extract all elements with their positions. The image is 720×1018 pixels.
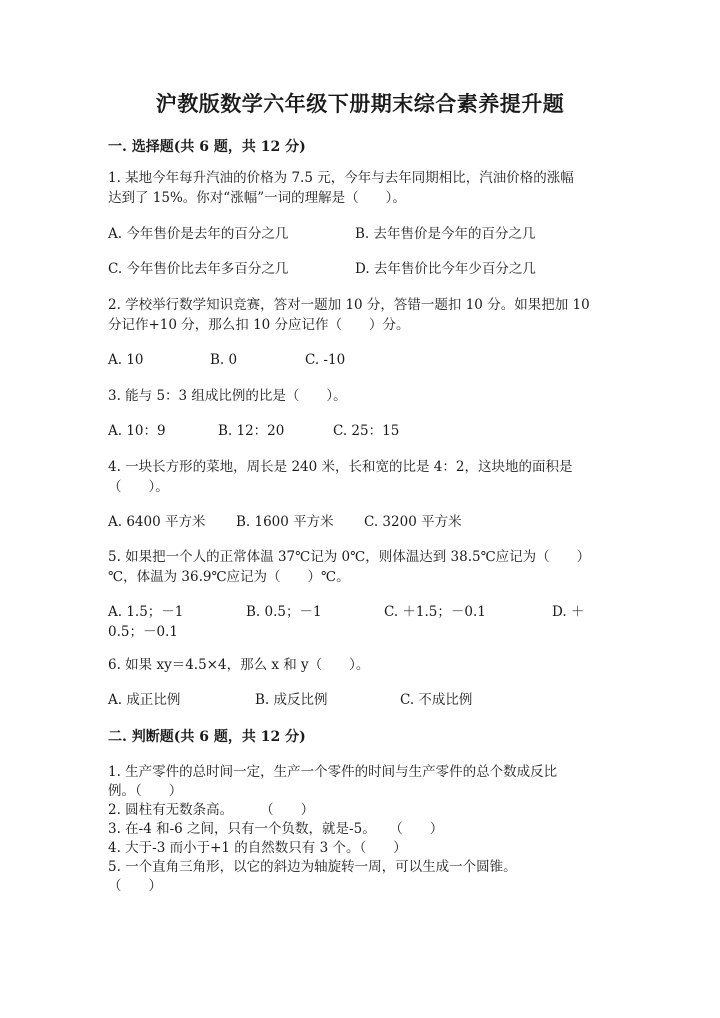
question-1-line-1: 1. 某地今年每升汽油的价格为 7.5 元，今年与去年同期相比，汽油价格的涨幅 (108, 170, 574, 186)
judge-line-1: 1. 生产零件的总时间一定，生产一个零件的时间与生产零件的总个数成反比 (108, 764, 558, 780)
question-4-line-1: 4. 一块长方形的菜地，周长是 240 米，长和宽的比是 4：2，这块地的面积是 (108, 459, 573, 475)
question-3-option-a[interactable]: A. 10：9 (108, 423, 166, 439)
question-1-option-b[interactable]: B. 去年售价是今年的百分之几 (355, 226, 536, 242)
question-2-line-2: 分记作+10 分，那么扣 10 分应记作（ ）分。 (108, 317, 410, 333)
section-heading-judge: 二. 判断题(共 6 题，共 12 分) (108, 729, 306, 745)
question-5-option-d-continued: 0.5；－0.1 (108, 624, 178, 640)
judge-line-2: 例。（ ） (108, 783, 183, 799)
question-2-option-c[interactable]: C. -10 (305, 352, 346, 368)
question-6-line-1: 6. 如果 xy＝4.5×4，那么 x 和 y（ ）。 (108, 657, 370, 673)
question-2-line-1: 2. 学校举行数学知识竞赛，答对一题加 10 分，答错一题扣 10 分。如果把加 10 (108, 297, 590, 313)
question-4-line-2: （ ）。 (108, 479, 169, 495)
question-3-option-c[interactable]: C. 25：15 (333, 423, 400, 439)
question-1-line-2: 达到了 15%。你对“涨幅”一词的理解是（ ）。 (108, 190, 406, 206)
question-1-option-d[interactable]: D. 去年售价比今年少百分之几 (355, 261, 536, 277)
question-3-line-1: 3. 能与 5：3 组成比例的比是（ ）。 (108, 388, 347, 404)
question-1-option-a[interactable]: A. 今年售价是去年的百分之几 (108, 226, 289, 242)
question-4-option-b[interactable]: B. 1600 平方米 (236, 514, 334, 530)
question-2-option-b[interactable]: B. 0 (210, 352, 238, 368)
judge-line-4: 3. 在-4 和-6 之间，只有一个负数，就是-5。 （ ） (108, 821, 444, 837)
question-5-line-2: ℃，体温为 36.9℃应记为（ ）℃。 (108, 569, 350, 585)
page-title: 沪教版数学六年级下册期末综合素养提升题 (155, 91, 565, 116)
question-2-option-a[interactable]: A. 10 (108, 352, 144, 368)
question-6-option-a[interactable]: A. 成正比例 (108, 692, 181, 708)
question-6-option-c[interactable]: C. 不成比例 (400, 692, 473, 708)
question-6-option-b[interactable]: B. 成反比例 (255, 692, 328, 708)
question-5-option-a[interactable]: A. 1.5；－1 (108, 604, 184, 620)
judge-line-3: 2. 圆柱有无数条高。 （ ） (108, 802, 315, 818)
judge-line-5: 4. 大于-3 而小于+1 的自然数只有 3 个。（ ） (108, 840, 407, 856)
question-5-option-d[interactable]: D. ＋ (552, 604, 585, 620)
question-4-option-a[interactable]: A. 6400 平方米 (108, 514, 206, 530)
question-5-line-1: 5. 如果把一个人的正常体温 37℃记为 0℃，则体温达到 38.5℃应记为（ ） (108, 549, 591, 565)
question-1-option-c[interactable]: C. 今年售价比去年多百分之几 (108, 261, 289, 277)
question-4-option-c[interactable]: C. 3200 平方米 (364, 514, 462, 530)
question-3-option-b[interactable]: B. 12：20 (218, 423, 285, 439)
question-5-option-c[interactable]: C. ＋1.5；－0.1 (384, 604, 486, 620)
judge-line-6: 5. 一个直角三角形，以它的斜边为轴旋转一周，可以生成一个圆锥。 (108, 859, 517, 875)
section-heading-choice: 一. 选择题(共 6 题，共 12 分) (108, 139, 306, 155)
question-5-option-b[interactable]: B. 0.5；－1 (246, 604, 322, 620)
judge-line-7: （ ） (108, 878, 162, 894)
